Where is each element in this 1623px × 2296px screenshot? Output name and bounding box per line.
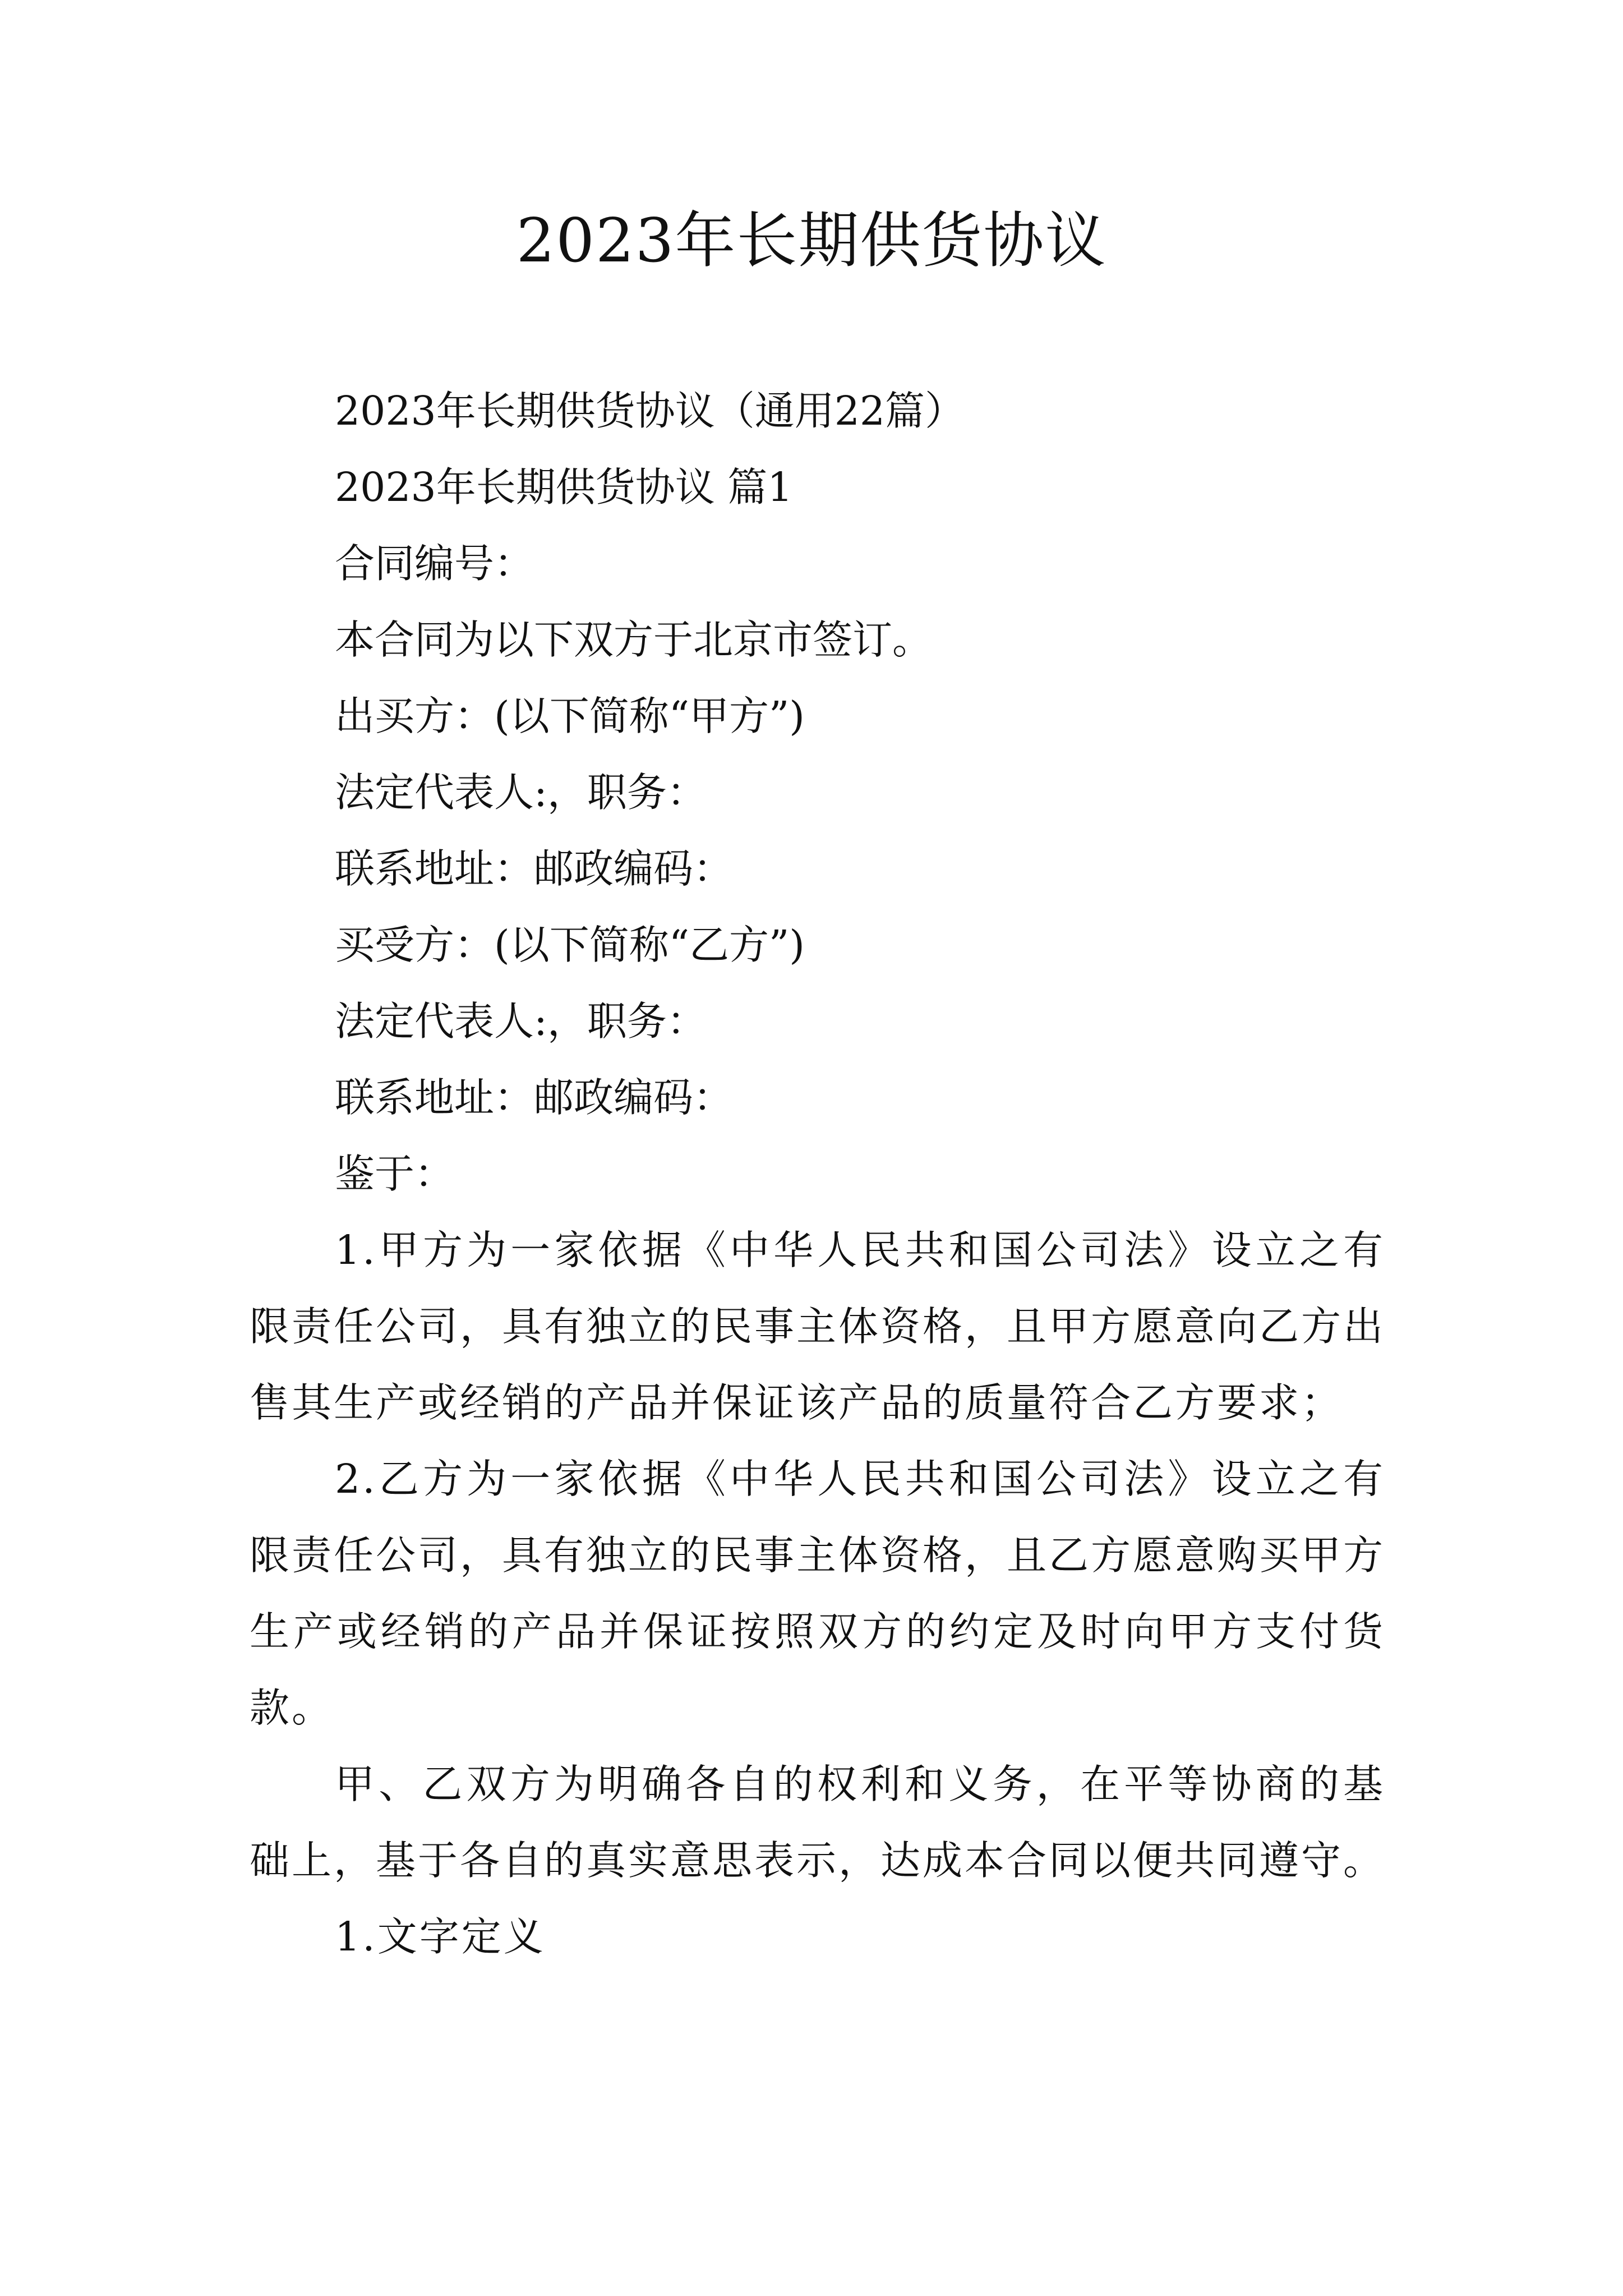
definitions-heading: 1.文字定义 [335, 1913, 546, 1960]
seller-representative-line: 法定代表人:，职务： [335, 769, 707, 816]
buyer-address-line: 联系地址：邮政编码： [335, 1074, 734, 1121]
agreement-paragraph: 甲、乙双方为明确各自的权利和义务，在平等协商的基础上，基于各自的真实意思表示，达成本合同以便共同遵守。 [250, 1761, 1386, 1884]
subtitle-line: 2023年长期供货协议（通用22篇） [335, 388, 965, 434]
whereas-line: 鉴于： [335, 1151, 455, 1197]
document-body [250, 373, 1385, 1975]
clause-paragraph-2: 2.乙方为一家依据《中华人民共和国公司法》设立之有限责任公司，具有独立的民事主体资格，且乙方愿意购买甲方生产或经销的产品并保证按照双方的约定及时向甲方支付货款。 [250, 1456, 1386, 1731]
buyer-line: 买受方：(以下简称“乙方”) [335, 922, 805, 968]
buyer-representative-line: 法定代表人:，职务： [335, 998, 707, 1045]
clause-paragraph-1: 1.甲方为一家依据《中华人民共和国公司法》设立之有限责任公司，具有独立的民事主体资格，且甲方愿意向乙方出售其生产或经销的产品并保证该产品的质量符合乙方要求； [250, 1227, 1386, 1426]
signing-place-line: 本合同为以下双方于北京市签订。 [335, 616, 933, 663]
section-heading: 2023年长期供货协议 篇1 [335, 464, 793, 510]
seller-line: 出买方：(以下简称“甲方”) [335, 693, 805, 739]
document-title: 2023年长期供货协议 [516, 206, 1107, 276]
contract-number-line: 合同编号： [335, 540, 534, 587]
seller-address-line: 联系地址：邮政编码： [335, 845, 734, 892]
